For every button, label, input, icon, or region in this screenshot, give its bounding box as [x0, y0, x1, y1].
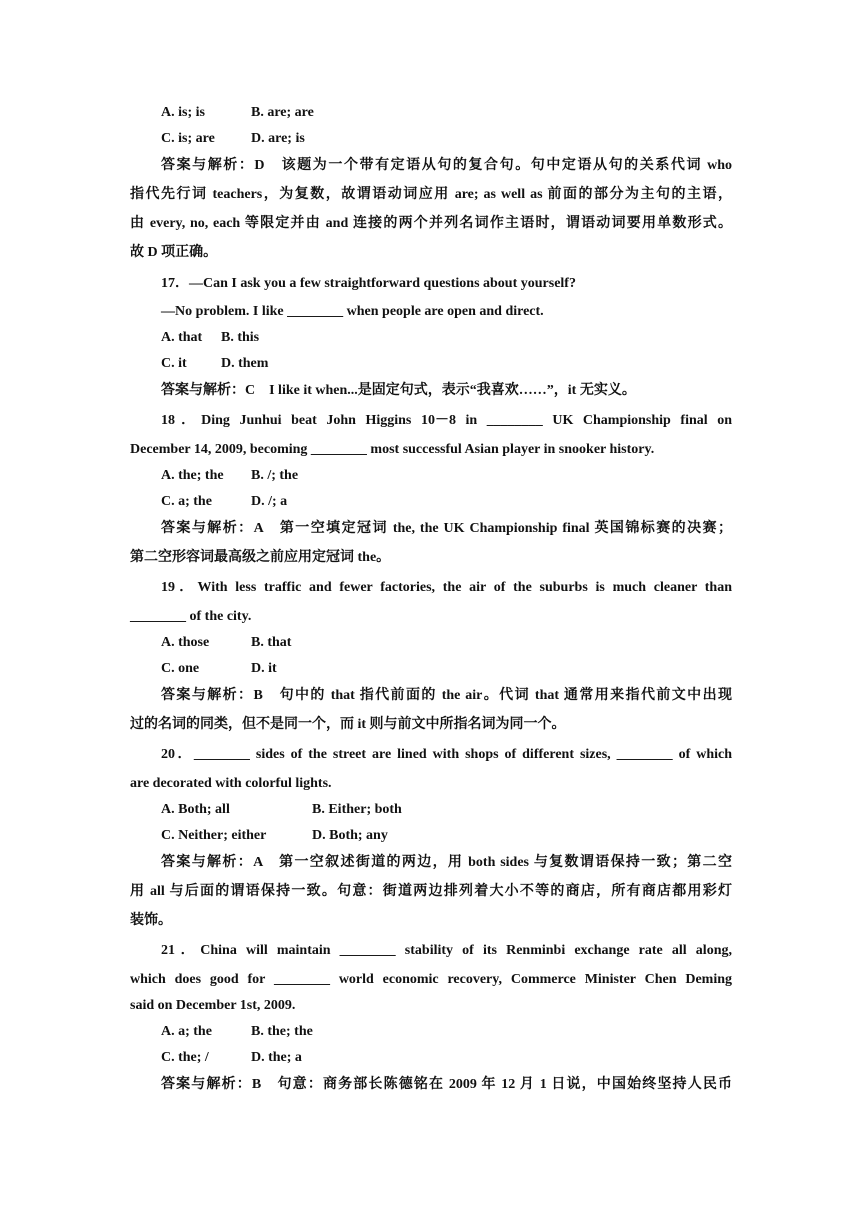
q18-stem-line-2: December 14, 2009, becoming ________ most successful Asian player in snooker history.	[130, 442, 655, 457]
q16-option-d: D. are; is	[251, 131, 305, 146]
q17-options-row-2	[161, 354, 269, 374]
q19-answer-line-2: 过的名词的同类，但不是同一个，而 it 则与前文中所指名词为同一个。	[130, 717, 566, 732]
q17-stem-line-1: 17．—Can I ask you a few straightforward questions about yourself?	[161, 276, 576, 291]
q20-options-row-2	[161, 826, 388, 846]
q16-answer-line-2: 指代先行词 teachers，为复数，故谓语动词应用 are; as well as 前面的部分为主句的主语，	[130, 187, 732, 202]
q20-answer-line-1: 答案与解析：A 第一空叙述街道的两边，用 both sides 与复数谓语保持一致；第二空	[161, 855, 732, 870]
q20-option-a: A. Both; all	[161, 802, 230, 817]
q21-stem-line-2: which does good for ________ world economic recovery, Commerce Minister Chen Deming	[130, 972, 732, 987]
q16-option-a: A. is; is	[161, 105, 205, 120]
q18-option-c: C. a; the	[161, 494, 212, 509]
q17-option-b: B. this	[221, 330, 260, 345]
q18-option-d: D. /; a	[251, 494, 288, 509]
q16-options-row-2	[161, 129, 305, 149]
q21-option-c: C. the; /	[161, 1050, 209, 1065]
q20-option-b: B. Either; both	[312, 802, 402, 817]
q19-answer-line-1: 答案与解析：B 句中的 that 指代前面的 the air。代词 that 通常用来指代前文中出现	[161, 688, 732, 703]
q19-option-a: A. those	[161, 635, 210, 650]
q19-stem-line-1: 19．With less traffic and fewer factories, the air of the suburbs is much cleaner than	[161, 580, 732, 595]
q21-option-b: B. the; the	[251, 1024, 313, 1039]
q20-option-c: C. Neither; either	[161, 828, 267, 843]
q17-stem-line-2: —No problem. I like ________ when people are open and direct.	[161, 304, 544, 319]
q16-answer-line-4: 故 D 项正确。	[130, 245, 218, 260]
q20-stem-line-1: 20．________ sides of the street are lined with shops of different sizes, ________ of which	[161, 747, 732, 762]
q20-answer-line-2: 用 all 与后面的谓语保持一致。句意：街道两边排列着大小不等的商店，所有商店都用彩灯	[130, 884, 732, 899]
q18-option-b: B. /; the	[251, 468, 299, 483]
q21-options-row-2	[161, 1048, 302, 1068]
q21-option-a: A. a; the	[161, 1024, 212, 1039]
q21-answer-line-1: 答案与解析：B 句意：商务部长陈德铭在 2009 年 12 月 1 日说，中国始终坚持人民币	[161, 1077, 732, 1092]
q17-answer-line-1: 答案与解析：C I like it when...是固定句式，表示“我喜欢……”，it 无实义。	[161, 383, 636, 398]
q16-options-row-1	[161, 103, 314, 123]
q18-options-row-2	[161, 492, 288, 512]
q19-option-d: D. it	[251, 661, 277, 676]
q21-option-d: D. the; a	[251, 1050, 302, 1065]
q17-option-d: D. them	[221, 356, 269, 371]
q20-options-row-1	[161, 800, 402, 820]
q20-stem-line-2: are decorated with colorful lights.	[130, 776, 332, 791]
q20-option-d: D. Both; any	[312, 828, 388, 843]
q16-option-b: B. are; are	[251, 105, 314, 120]
q16-answer-line-1: 答案与解析：D 该题为一个带有定语从句的复合句。句中定语从句的关系代词 who	[161, 158, 732, 173]
q18-answer-line-2: 第二空形容词最高级之前应用定冠词 the。	[130, 550, 391, 565]
q18-options-row-1	[161, 466, 299, 486]
q18-stem-line-1: 18．Ding Junhui beat John Higgins 10－8 in ________ UK Championship final on	[161, 413, 732, 428]
q16-option-c: C. is; are	[161, 131, 215, 146]
q19-options-row-1	[161, 633, 292, 653]
q19-option-c: C. one	[161, 661, 200, 676]
q17-option-a: A. that	[161, 330, 203, 345]
q17-option-c: C. it	[161, 356, 187, 371]
q21-stem-line-3: said on December 1st, 2009.	[130, 998, 296, 1013]
q16-answer-line-3: 由 every, no, each 等限定并由 and 连接的两个并列名词作主语时，谓语动词要用单数形式。	[130, 216, 732, 231]
q18-answer-line-1: 答案与解析：A 第一空填定冠词 the, the UK Championship final 英国锦标赛的决赛；	[161, 521, 732, 536]
q19-option-b: B. that	[251, 635, 292, 650]
q20-answer-line-3: 装饰。	[130, 913, 172, 928]
q21-stem-line-1: 21．China will maintain ________ stability of its Renminbi exchange rate all along,	[161, 943, 732, 958]
q21-options-row-1	[161, 1022, 313, 1042]
q19-options-row-2	[161, 659, 277, 679]
q17-options-row-1	[161, 328, 260, 348]
q18-option-a: A. the; the	[161, 468, 224, 483]
q19-stem-line-2: ________ of the city.	[130, 609, 252, 624]
